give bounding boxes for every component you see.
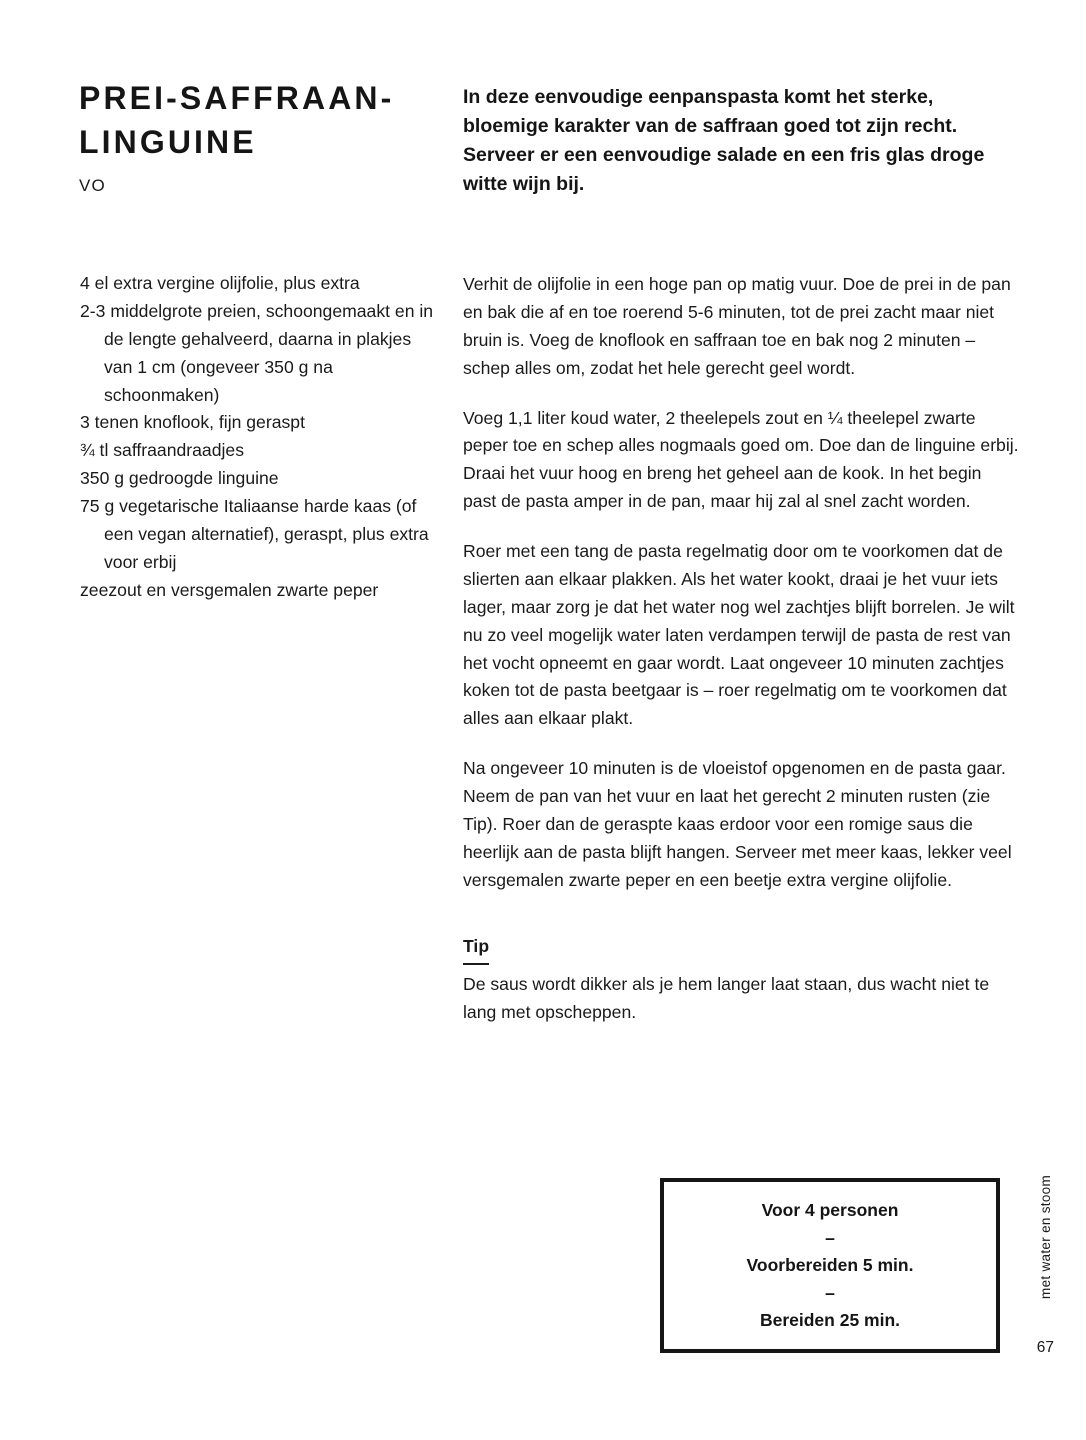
tip-section xyxy=(463,933,1019,1027)
list-item: ¾ tl saffraandraadjes xyxy=(80,440,244,461)
cook-time-label: Bereiden 25 min. xyxy=(759,1310,901,1331)
list-item: 2-3 middelgrote preien, schoongemaakt en in de lengte gehalveerd, daarna in plakjes van 1 cm (ongeveer 350 g na schoonmaken) xyxy=(80,300,434,405)
recipe-intro: In deze eenvoudige eenpanspasta komt het sterke, bloemige karakter van de saffraan goed tot zijn recht. Serveer er een eenvoudige salade en een fris glas droge witte wijn bij. xyxy=(463,86,985,195)
tip-body: De saus wordt dikker als je hem langer laat staan, dus wacht niet te lang met opscheppen. xyxy=(463,973,990,1022)
list-item: 3 tenen knoflook, fijn geraspt xyxy=(80,412,305,433)
tip-heading: Tip xyxy=(463,933,489,965)
list-item: 350 g gedroogde linguine xyxy=(80,468,279,489)
prep-time-label: Voorbereiden 5 min. xyxy=(746,1255,914,1276)
servings-label: Voor 4 personen xyxy=(761,1200,899,1221)
method-step: Roer met een tang de pasta regelmatig door om te voorkomen dat de slierten aan elkaar plakken. Als het water kookt, draai je het vuur iets lager, maar zorg je dat het water nog wel zachtjes blijft borrelen. Je wilt nu zo veel mogelijk water laten verdampen terwijl de pasta de rest van het vocht opneemt en gaar wordt. Laat ongeveer 10 minuten zachtjes koken tot de pasta beetgaar is – roer regelmatig om te voorkomen dat alles aan elkaar plakt. xyxy=(463,541,1015,729)
list-item: zeezout en versgemalen zwarte peper xyxy=(80,579,379,600)
info-separator: – xyxy=(825,1227,835,1248)
title-block xyxy=(79,76,439,196)
chapter-running-head: met water en stoom xyxy=(1038,1175,1053,1299)
info-separator: – xyxy=(825,1282,835,1303)
list-item: 4 el extra vergine olijfolie, plus extra xyxy=(80,273,360,293)
method-steps xyxy=(463,271,1019,895)
dietary-tags: VO xyxy=(79,176,106,196)
page-title: PREI-SAFFRAAN-LINGUINE xyxy=(79,80,395,161)
list-item: 75 g vegetarische Italiaanse harde kaas (of een vegan alternatief), geraspt, plus extra voor erbij xyxy=(80,496,429,572)
method-step: Verhit de olijfolie in een hoge pan op matig vuur. Doe de prei in de pan en bak die af en toe roerend 5-6 minuten, tot de prei zacht maar niet bruin is. Voeg de knoflook en saffraan toe en bak nog 2 minuten – schep alles om, zodat het hele gerecht geel wordt. xyxy=(463,274,1011,378)
page-number: 67 xyxy=(1036,1339,1054,1356)
method-step: Voeg 1,1 liter koud water, 2 theelepels zout en ¼ theelepel zwarte peper toe en schep alles nogmaals goed om. Doe dan de linguine erbij. Draai het vuur hoog en breng het geheel aan de kook. In het begin past de pasta amper in de pan, maar hij zal al snel zacht worden. xyxy=(463,407,1019,512)
recipe-info-box xyxy=(660,1178,1000,1353)
ingredients-list xyxy=(80,270,440,605)
method-step: Na ongeveer 10 minuten is de vloeistof opgenomen en de pasta gaar. Neem de pan van het vuur en laat het gerecht 2 minuten rusten (zie Tip). Roer dan de geraspte kaas erdoor voor een romige saus die heerlijk aan de pasta blijft hangen. Serveer met meer kaas, lekker veel versgemalen zwarte peper en een beetje extra vergine olijfolie. xyxy=(463,758,1012,890)
